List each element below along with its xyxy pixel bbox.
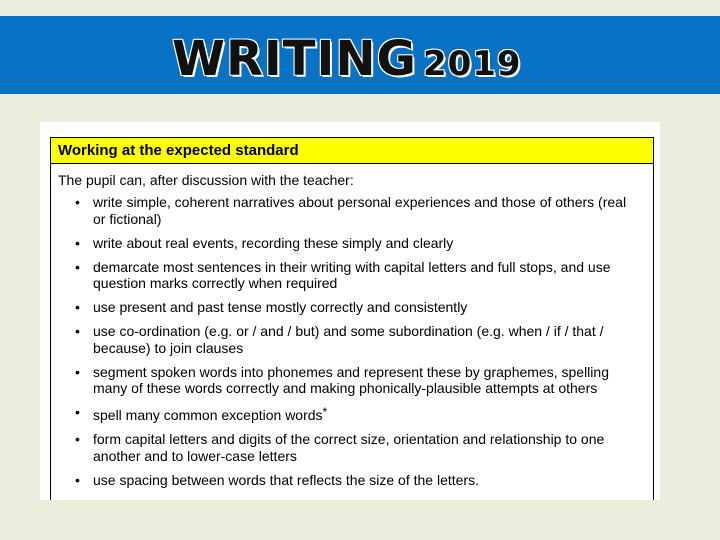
list-item xyxy=(51,431,653,464)
bullet-icon: • xyxy=(75,404,80,420)
bullet-icon: • xyxy=(75,323,80,339)
list-item xyxy=(51,299,653,316)
bullet-icon: • xyxy=(75,234,80,251)
slide-title-year: 2019 xyxy=(422,44,522,84)
list-item xyxy=(51,404,653,424)
criterion-text: spell many common exception words xyxy=(93,407,323,423)
title-banner xyxy=(0,16,720,94)
list-item xyxy=(51,323,653,356)
list-item xyxy=(51,364,653,397)
bullet-icon: • xyxy=(75,299,80,315)
list-item xyxy=(51,472,653,489)
criterion-text: use co-ordination (e.g. or / and / but) and some subordination (e.g. when / if / that / because) to join clauses xyxy=(93,323,604,356)
bullet-icon: • xyxy=(75,258,80,275)
slide-title-word: WRITING xyxy=(172,31,417,87)
criterion-text: use spacing between words that reflects the size of the letters. xyxy=(93,471,479,488)
criterion-text: form capital letters and digits of the correct size, orientation and relationship to one another and to lower-case letters xyxy=(93,431,605,464)
standard-table xyxy=(50,137,654,500)
list-item xyxy=(51,194,653,227)
bullet-icon: • xyxy=(75,471,80,488)
list-item xyxy=(51,259,653,292)
list-item xyxy=(51,235,653,252)
criterion-text: write simple, coherent narratives about personal experiences and those of others (real or fictional) xyxy=(93,194,627,227)
criteria-list xyxy=(51,194,653,488)
bullet-icon: • xyxy=(75,431,80,447)
slide-title xyxy=(172,31,522,87)
standard-intro: The pupil can, after discussion with the teacher: xyxy=(58,172,354,188)
criterion-text: write about real events, recording these simply and clearly xyxy=(93,234,454,251)
standard-heading: Working at the expected standard xyxy=(51,138,653,164)
bullet-icon: • xyxy=(75,363,80,380)
document-excerpt xyxy=(40,122,660,500)
footnote-marker: * xyxy=(322,405,328,419)
bullet-icon: • xyxy=(75,194,80,210)
criterion-text: use present and past tense mostly correctly and consistently xyxy=(93,299,468,315)
criterion-text: segment spoken words into phonemes and represent these by graphemes, spelling many of these words correctly and making phonically-plausible attempts at others xyxy=(93,363,609,396)
criterion-text: demarcate most sentences in their writing with capital letters and full stops, and use question marks correctly when required xyxy=(93,258,611,291)
